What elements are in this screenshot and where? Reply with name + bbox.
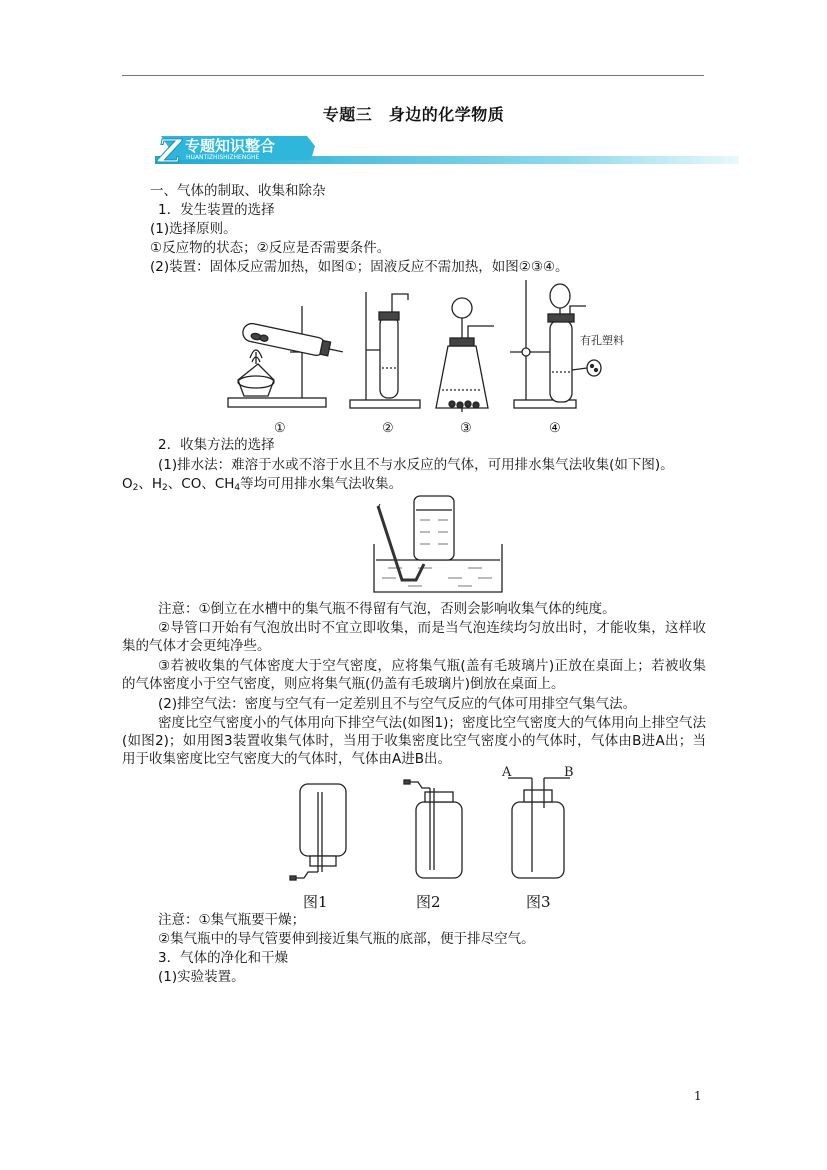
subheading-collection: 2．收集方法的选择	[158, 437, 275, 453]
gas-list-line: $O_2$、$H_2$、CO、$CH_4$等均可用排水集气法收集。	[122, 476, 403, 493]
note-2: ②导管口开始有气泡放出时不宜立即收集，而是当气泡连续均匀放出时，才能收集，这样收集的气体才会更纯净些。	[122, 620, 706, 654]
apparatus-label-4: ④	[549, 421, 561, 436]
perforated-plastic-label: 有孔塑料	[580, 334, 624, 347]
banner-title: 专题知识整合	[185, 137, 276, 155]
note-1: 注意：①倒立在水槽中的集气瓶不得留有气泡，否则会影响收集气体的纯度。	[158, 601, 616, 617]
note-dry-bottle: 注意：①集气瓶要干燥；	[158, 912, 306, 928]
paragraph-principle: (1)选择原则。	[150, 221, 237, 237]
page-number: 1	[694, 1089, 702, 1103]
apparatus-1-heating	[228, 306, 345, 407]
gas-h2: $H_2$	[151, 476, 168, 493]
subheading-purification: 3．气体的净化和干燥	[158, 950, 289, 966]
generator-apparatus-figure	[222, 272, 624, 440]
fig3-port-a: A	[502, 765, 512, 780]
caption-fig1: 图1	[303, 893, 328, 911]
paragraph-conditions: ①反应物的状态；②反应是否需要条件。	[150, 240, 391, 256]
gas-o2: $O_2$	[122, 476, 139, 493]
apparatus-label-2: ②	[382, 421, 394, 436]
paragraph-apparatus: (2)装置：固体反应需加热，如图①；固液反应不需加热，如图②③④。	[150, 259, 569, 275]
paragraph-water-method: (1)排水法：难溶于水或不溶于水且不与水反应的气体，可用排水集气法收集(如下图)。	[158, 457, 674, 473]
section-heading: 一、气体的制取、收集和除杂	[150, 183, 326, 199]
bottle-fig1	[290, 784, 346, 880]
paragraph-setup: (1)实验装置。	[158, 969, 245, 985]
banner-z-letter: Z	[158, 132, 182, 170]
caption-fig3: 图3	[526, 893, 551, 911]
bottle-fig2	[404, 780, 462, 878]
apparatus-label-1: ①	[274, 421, 286, 436]
page-title: 专题三 身边的化学物质	[322, 105, 505, 124]
bottle-fig3	[508, 778, 570, 878]
air-collection-figure	[282, 765, 582, 886]
apparatus-label-3: ③	[460, 421, 472, 436]
apparatus-3-conical-flask	[436, 298, 494, 412]
fig3-port-b: B	[564, 765, 574, 780]
note-3: ③若被收集的气体密度大于空气密度，应将集气瓶(盖有毛玻璃片)正放在桌面上；若被收集的气体密度小于空气密度，则应将集气瓶(仍盖有毛玻璃片)倒放在桌面上。	[122, 658, 706, 692]
paragraph-air-detail: 密度比空气密度小的气体用向下排空气法(如图1)；密度比空气密度大的气体用向上排空气法(如图2)；如用图3装置收集气体时，当用于收集密度比空气密度小的气体时，气体由B进A出；当用于收集密度比空气密度大的气体时，气体由A进B出。	[122, 715, 706, 767]
water-displacement-figure	[368, 494, 508, 596]
gas-ch4: $CH_4$	[214, 476, 241, 493]
caption-fig2: 图2	[416, 893, 441, 911]
section-banner	[155, 132, 739, 168]
header-rule	[122, 75, 704, 76]
paragraph-air-method: (2)排空气法：密度与空气有一定差别且不与空气反应的气体可用排空气集气法。	[158, 696, 637, 712]
apparatus-2-test-tube	[350, 292, 420, 408]
subheading-generator: 1．发生装置的选择	[158, 202, 275, 218]
banner-subtitle: HUANTIZHISHIZHENGHE	[186, 154, 260, 161]
note-tube-depth: ②集气瓶中的导气管要伸到接近集气瓶的底部，便于排尽空气。	[158, 931, 535, 947]
gas-co: CO	[181, 476, 202, 492]
